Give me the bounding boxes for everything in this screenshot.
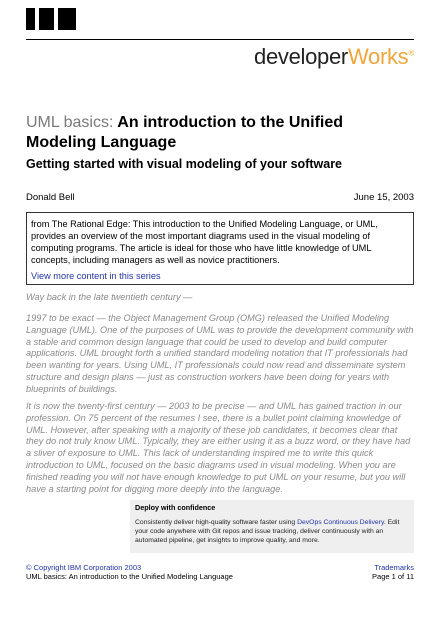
brand-first: developer xyxy=(254,44,348,69)
page-number: Page 1 of 11 xyxy=(372,572,414,581)
view-series-link[interactable]: View more content in this series xyxy=(31,271,161,281)
abstract-text: from The Rational Edge: This introduction to the Unified Modeling Language, or UML, provides an overview of the most important diagrams used in the visual modeling of computing programs. The article is ideal for those who have little knowledge of UML concepts, including managers as well as novice practitioners. xyxy=(31,219,378,265)
promo-title: Deploy with confidence xyxy=(135,503,216,512)
publish-date: June 15, 2003 xyxy=(353,192,414,203)
abstract-box xyxy=(26,212,414,285)
header-rule xyxy=(26,39,414,40)
brand-mark: ® xyxy=(408,48,414,58)
ibm-logo xyxy=(26,8,76,30)
devops-link[interactable]: DevOps Continuous Delivery xyxy=(297,519,384,526)
footer-doc-title: UML basics: An introduction to the Unified Modeling Language xyxy=(26,572,233,581)
trademarks-link[interactable]: Trademarks xyxy=(374,563,414,572)
body-paragraph-2: 1997 to be exact — the Object Management Group (OMG) released the Unified Modeling Language (UML). One of the purposes of UML was to provide the development community with a stable and common design language that could be used to develop and build computer applications. UML brought forth a unified standard modeling notation that IT professionals had been wanting for years. Using UML, IT professionals could now read and disseminate system structure and design plans — just as construction workers have been doing for years with blueprints of buildings. xyxy=(26,313,414,394)
body-paragraph-3: It is now the twenty-first century — 2003 to be precise — and UML has gained traction in our profession. On 75 percent of the resumes I see, there is a bullet point claiming knowledge of UML. However, after speaking with a majority of these job candidates, it becomes clear that they do not truly know UML. Typically, they are either using it as a buzz word, or they have had a sliver of exposure to UML. This lack of understanding inspired me to write this quick introduction to UML, focused on the basic diagrams used in visual modeling. When you are finished reading you will not have enough knowledge to put UML on your resume, but you will have a starting point for digging more deeply into the language. xyxy=(26,401,411,494)
body-paragraph-1: Way back in the late twentieth century — xyxy=(26,292,193,302)
promo-box xyxy=(130,500,414,553)
copyright-link[interactable]: © Copyright IBM Corporation 2003 xyxy=(26,563,142,572)
promo-text-before: Consistently deliver high-quality software faster using xyxy=(135,519,298,526)
article-title xyxy=(26,113,416,153)
author-name: Donald Bell xyxy=(26,192,75,203)
title-rest: An introduction to the Unified Modeling Language xyxy=(26,114,344,151)
title-lead: UML basics: xyxy=(26,114,114,131)
brand-second: Works xyxy=(347,44,409,69)
developerworks-logo xyxy=(254,44,414,70)
article-subtitle: Getting started with visual modeling of your software xyxy=(26,157,343,171)
promo-text xyxy=(135,518,409,545)
promo-text-after: . Edit your code anywhere with Git repos and issue tracking, deliver continuously with an automated pipeline, get insights to improve quality, and more. xyxy=(135,519,400,544)
